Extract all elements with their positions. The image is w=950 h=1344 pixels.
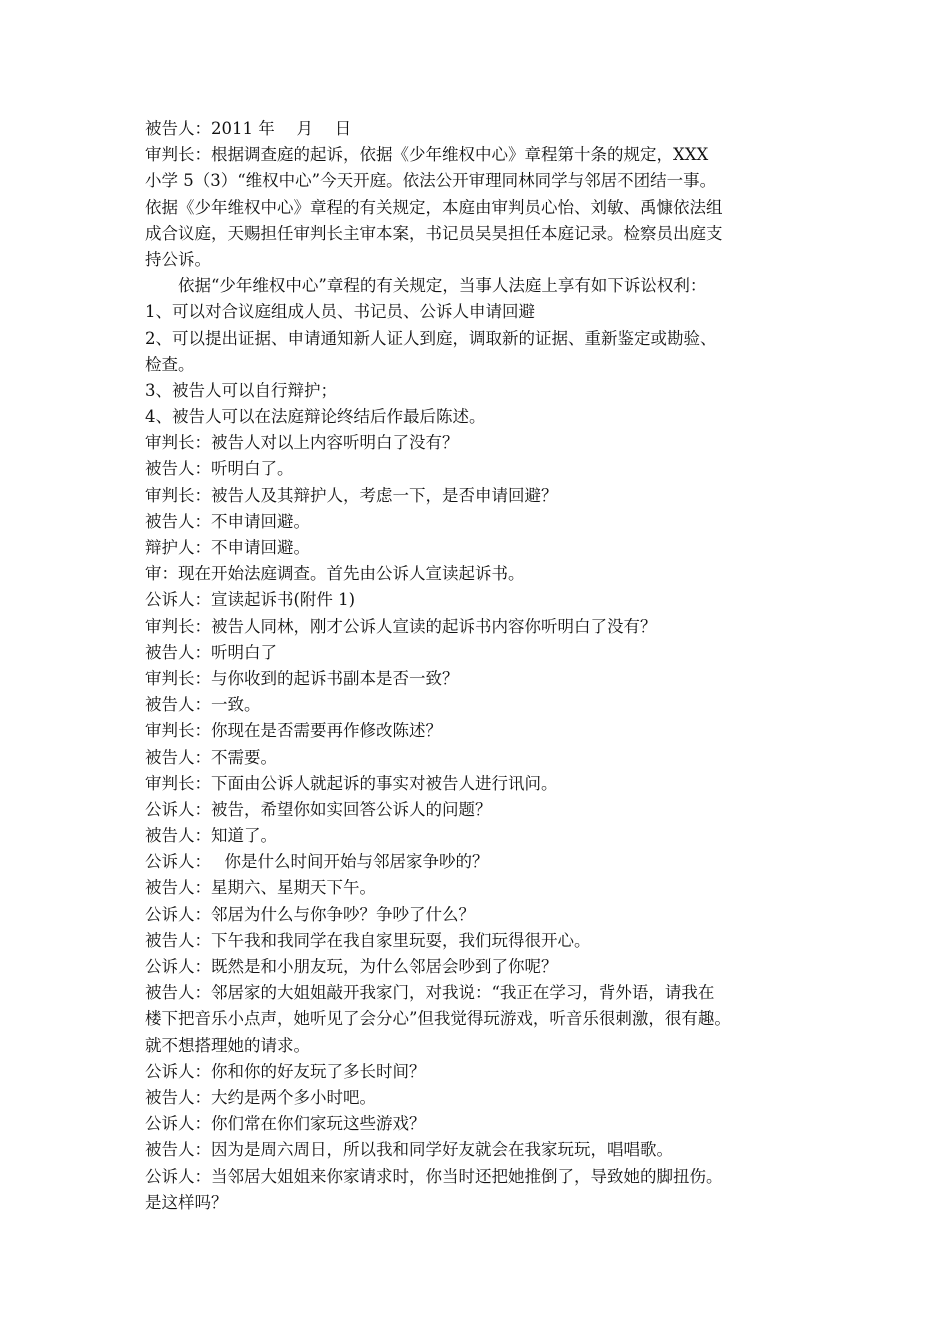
- text-line: 就不想搭理她的请求。: [145, 1035, 310, 1055]
- text-line: 审判长：根据调查庭的起诉，依据《少年维权中心》章程第十条的规定，XXX: [145, 145, 709, 165]
- text-line: 被告人：因为是周六周日，所以我和同学好友就会在我家玩玩，唱唱歌。: [145, 1140, 673, 1160]
- text-line: 被告人：不申请回避。: [145, 511, 310, 531]
- text-line: 被告人：下午我和我同学在我自家里玩耍，我们玩得很开心。: [145, 930, 591, 950]
- text-line: 2、可以提出证据、申请通知新人证人到庭，调取新的证据、重新鉴定或勘验、: [145, 328, 717, 348]
- text-line: 审判长：被告人及其辩护人，考虑一下，是否申请回避？: [145, 485, 558, 505]
- text-line: 依据“少年维权中心”章程的有关规定，当事人法庭上享有如下诉讼权利：: [178, 276, 707, 296]
- text-line: 公诉人：你和你的好友玩了多长时间？: [145, 1061, 426, 1081]
- text-line: 依据《少年维权中心》章程的有关规定，本庭由审判员心怡、刘敏、禹慷依法组: [145, 197, 723, 217]
- text-line: 被告人：听明白了。: [145, 459, 294, 479]
- text-line: 公诉人：被告，希望你如实回答公诉人的问题？: [145, 799, 492, 819]
- text-line: 被告人：不需要。: [145, 747, 277, 767]
- text-line: 审判长：下面由公诉人就起诉的事实对被告人进行讯问。: [145, 773, 558, 793]
- text-line: 被告人：2011 年 月 日: [145, 119, 352, 138]
- text-line: 被告人：听明白了: [145, 642, 277, 662]
- text-line: 成合议庭，天赐担任审判长主审本案，书记员吴昊担任本庭记录。检察员出庭支: [145, 223, 723, 243]
- text-line: 4、被告人可以在法庭辩论终结后作最后陈述。: [145, 407, 486, 427]
- text-line: 公诉人：当邻居大姐姐来你家请求时，你当时还把她推倒了，导致她的脚扭伤。: [145, 1166, 723, 1186]
- text-line: 被告人：一致。: [145, 695, 261, 715]
- text-line: 被告人：知道了。: [145, 826, 277, 846]
- text-line: 审判长：与你收到的起诉书副本是否一致？: [145, 668, 459, 688]
- text-line: 小学 5（3）“维权中心”今天开庭。依法公开审理同林同学与邻居不团结一事。: [145, 171, 717, 191]
- text-line: 公诉人：宣读起诉书(附件 1): [145, 590, 356, 610]
- text-line: 公诉人：邻居为什么与你争吵？争吵了什么？: [145, 904, 475, 924]
- text-line: 审：现在开始法庭调查。首先由公诉人宣读起诉书。: [145, 564, 525, 584]
- text-line: 是这样吗？: [145, 1192, 228, 1212]
- text-line: 被告人：大约是两个多小时吧。: [145, 1087, 376, 1107]
- text-line: 被告人：邻居家的大姐姐敲开我家门，对我说：“我正在学习，背外语，请我在: [145, 983, 715, 1003]
- text-line: 3、被告人可以自行辩护；: [145, 380, 337, 400]
- text-line: 辩护人：不申请回避。: [145, 538, 310, 557]
- document-page: [145, 116, 810, 1216]
- text-line: 公诉人：既然是和小朋友玩，为什么邻居会吵到了你呢？: [145, 957, 558, 976]
- text-line: 公诉人： 你是什么时间开始与邻居家争吵的？: [145, 852, 489, 872]
- text-line: 公诉人：你们常在你们家玩这些游戏？: [145, 1114, 426, 1134]
- text-line: 审判长：你现在是否需要再作修改陈述？: [145, 721, 442, 741]
- text-line: 1、可以对合议庭组成人员、书记员、公诉人申请回避: [145, 302, 535, 322]
- text-line: 楼下把音乐小点声，她听见了会分心”但我觉得玩游戏，听音乐很刺激，很有趣。: [145, 1009, 731, 1029]
- text-line: 被告人：星期六、星期天下午。: [145, 878, 376, 898]
- text-line: 持公诉。: [145, 249, 211, 269]
- text-line: 审判长：被告人同林，刚才公诉人宣读的起诉书内容你听明白了没有？: [145, 616, 657, 636]
- text-line: 审判长：被告人对以上内容听明白了没有？: [145, 433, 459, 453]
- text-line: 检查。: [145, 354, 195, 374]
